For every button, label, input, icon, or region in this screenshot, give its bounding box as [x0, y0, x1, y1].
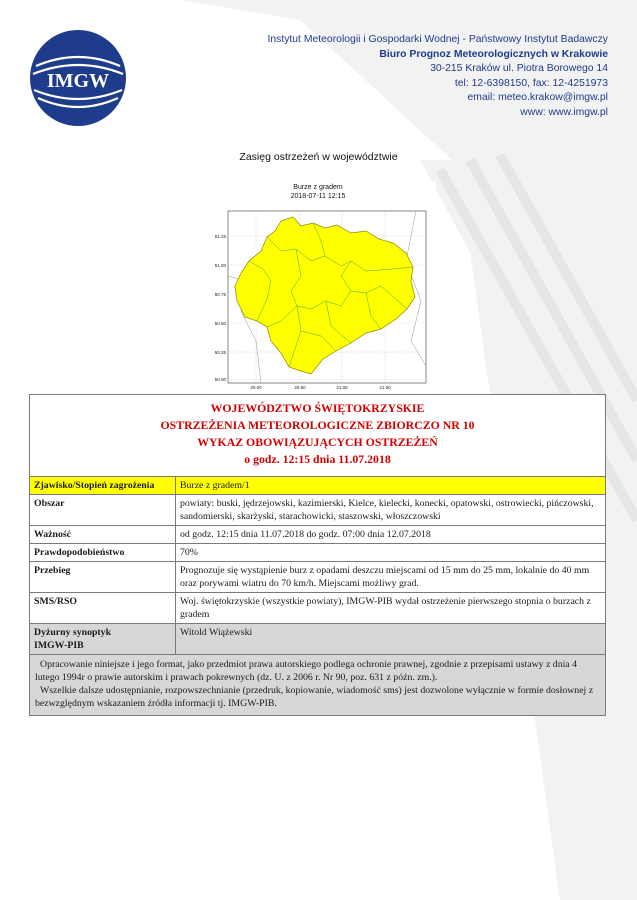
row-course [30, 562, 606, 593]
copyright-para-2: Wszelkie dalsze udostępnianie, rozpowszechnianie (przedruk, kopiowanie, wiadomość sms) jest dozwolone wyłącznie w formie dosłownej z bezwzględnym wskazaniem źródła informacji tj. IMGW-PIB. [35, 685, 594, 709]
email-link[interactable]: email: meteo.krakow@imgw.pl [467, 92, 608, 104]
row-phenomenon [30, 477, 606, 495]
row-sms [30, 593, 606, 624]
y-tick: 51.00 [214, 263, 226, 268]
office-name: Biuro Prognoz Meteorologicznych w Krakowie [379, 48, 608, 60]
title-main: OSTRZEŻENIA METEOROLOGICZNE ZBIORCZO NR 10 [160, 418, 475, 432]
warning-table [29, 394, 606, 716]
row-label: Przebieg [30, 562, 176, 593]
logo-text: IMGW [46, 70, 110, 92]
row-label: Ważność [30, 526, 176, 544]
institute-name: Instytut Meteorologii i Gospodarki Wodnej - Państwowy Instytut Badawczy [267, 34, 608, 45]
x-tick: 20.00 [250, 385, 262, 390]
y-tick: 50.50 [214, 321, 226, 326]
row-forecaster [30, 624, 606, 655]
website-link[interactable]: www: www.imgw.pl [520, 106, 608, 118]
title-region: WOJEWÓDZTWO ŚWIĘTOKRZYSKIE [210, 401, 425, 415]
map-datetime: 2018-07-11 12:15 [290, 193, 346, 200]
copyright-para-1: Opracowanie niniejsze i jego format, jako przedmiot prawa autorskiego podlega ochronie prawnej, zgodnie z przepisami ustawy z dnia 4 lutego 1994r o prawie autorskim i prawach pokrewnych (dz. U. z 2006 r. Nr 90, poz. 631 z późn. zm.). [35, 659, 578, 683]
y-tick: 50.25 [214, 350, 226, 355]
row-value: 70% [176, 544, 606, 562]
forecaster-label: Dyżurny synoptyk [34, 627, 112, 638]
row-validity [30, 526, 606, 544]
row-value: od godz. 12:15 dnia 11.07.2018 do godz. 07:00 dnia 12.07.2018 [176, 526, 606, 544]
phone-fax: tel: 12-6398150, fax: 12-4251973 [454, 77, 608, 89]
imgw-logo [28, 28, 128, 128]
y-tick: 51.25 [214, 234, 226, 239]
row-label: Prawdopodobieństwo [30, 544, 176, 562]
row-label [30, 624, 176, 655]
row-probability [30, 544, 606, 562]
map-title: Burze z gradem [293, 184, 343, 191]
forecaster-org: IMGW-PIB [34, 640, 84, 651]
title-time: o godz. 12:15 dnia 11.07.2018 [244, 452, 391, 466]
warning-map [201, 181, 436, 391]
warning-title [30, 395, 606, 477]
y-tick: 50.00 [214, 377, 226, 382]
x-tick: 20.50 [294, 385, 306, 390]
header-contact [188, 33, 608, 121]
title-list: WYKAZ OBOWIĄZUJĄCYCH OSTRZEŻEŃ [197, 435, 438, 449]
row-value: Burze z gradem/1 [176, 477, 606, 495]
row-label: SMS/RSO [30, 593, 176, 624]
row-area [30, 495, 606, 526]
y-tick: 50.75 [214, 292, 226, 297]
row-value: powiaty: buski, jędrzejowski, kazimierski, Kielce, kielecki, konecki, opatowski, ostrowiecki, pińczowski, sandomierski, skarżyski, starachowicki, staszowski, włoszczowski [176, 495, 606, 526]
row-label: Zjawisko/Stopień zagrożenia [30, 477, 176, 495]
row-value: Prognozuje się wystąpienie burz z opadami deszczu miejscami od 15 mm do 25 mm, lokalnie do 40 mm oraz porywami wiatru do 70 km/h. Miejscami możliwy grad. [176, 562, 606, 593]
row-label: Obszar [30, 495, 176, 526]
row-value: Woj. świętokrzyskie (wszystkie powiaty), IMGW-PIB wydał ostrzeżenie pierwszego stopnia o burzach z gradem [176, 593, 606, 624]
x-tick: 21.50 [379, 385, 391, 390]
forecaster-name: Witold Wiążewski [176, 624, 606, 655]
map-caption: Zasięg ostrzeżeń w województwie [239, 151, 398, 163]
x-tick: 21.00 [336, 385, 348, 390]
copyright-note [30, 655, 606, 716]
address: 30-215 Kraków ul. Piotra Borowego 14 [430, 63, 608, 75]
